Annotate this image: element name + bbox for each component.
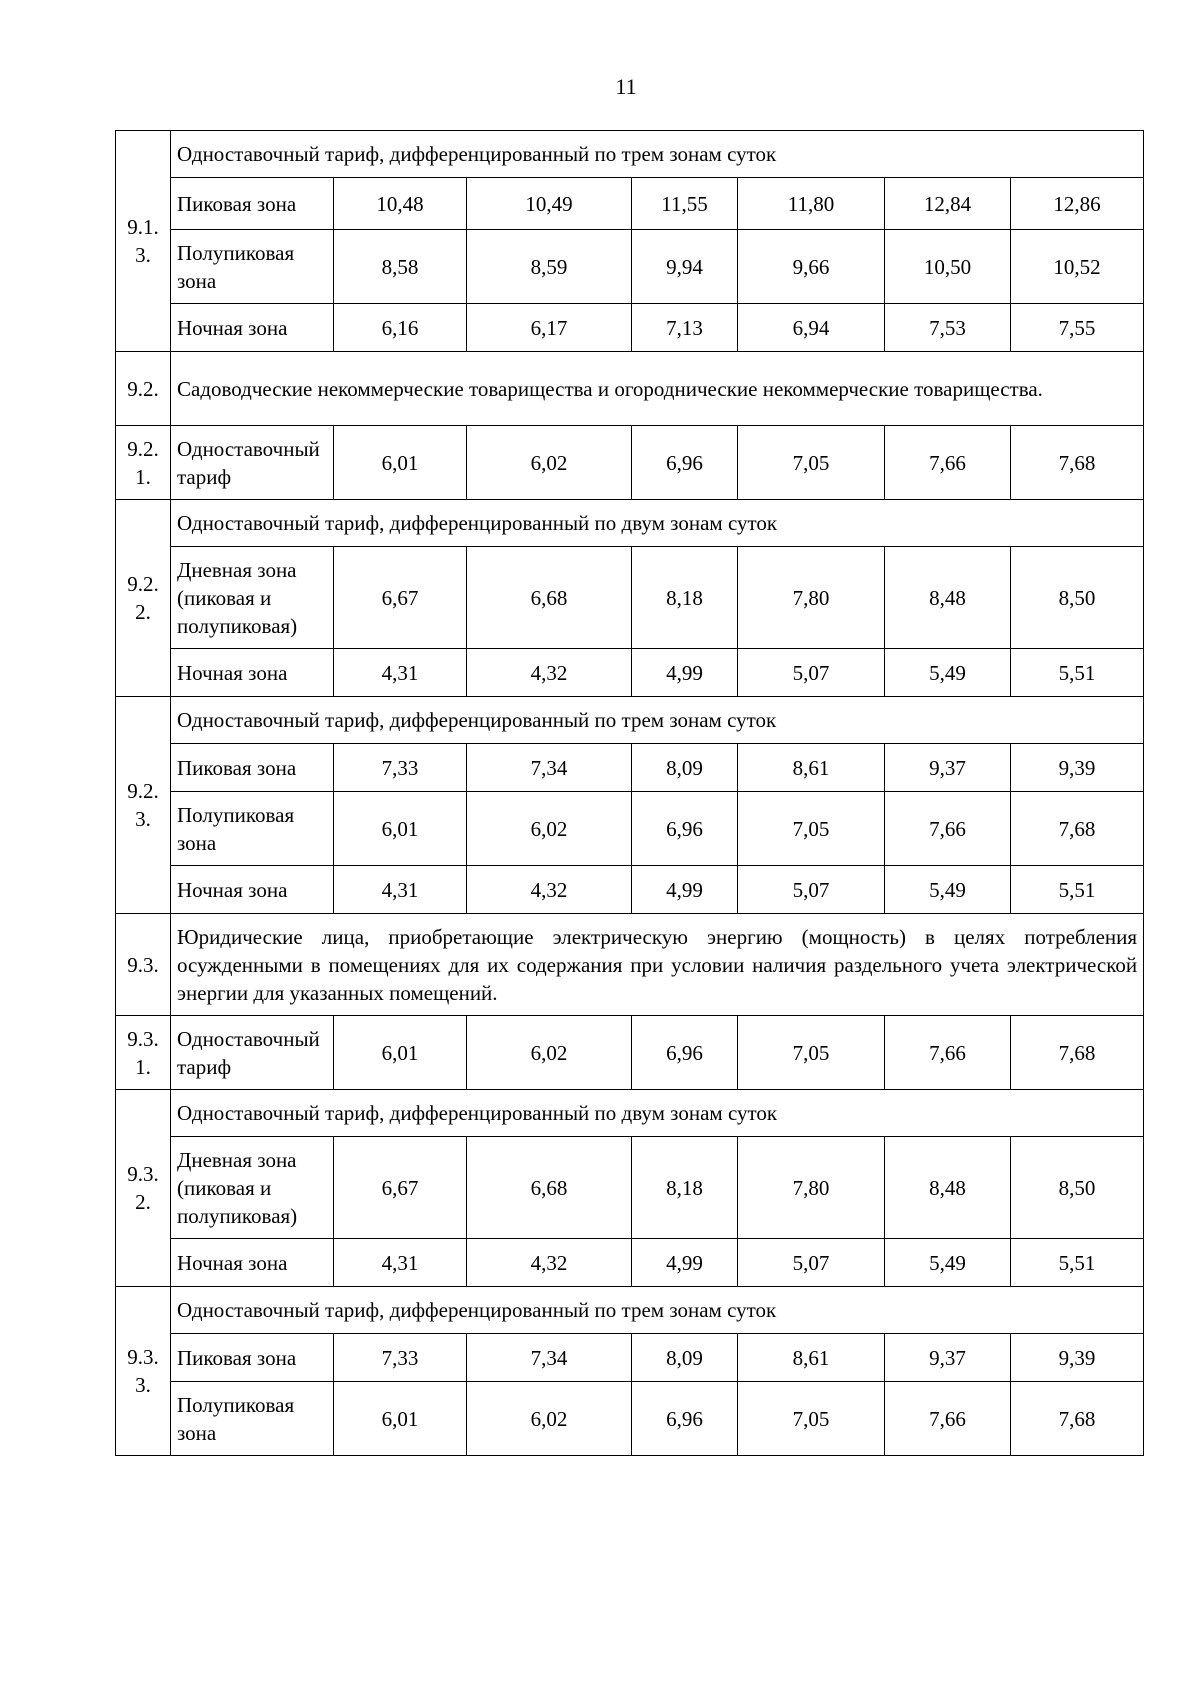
tariff-value: 7,66: [885, 426, 1011, 500]
tariff-value: 5,07: [738, 1239, 885, 1287]
tariff-value: 11,80: [738, 178, 885, 230]
item-number-cell: 9.2. 2.: [116, 500, 171, 697]
tariff-value: 6,01: [334, 426, 467, 500]
tariff-value: 4,99: [632, 866, 738, 914]
table-row: [116, 178, 1144, 230]
tariff-zone-label: Пиковая зона: [171, 1334, 334, 1382]
subsection-heading: Одноставочный тариф, дифференцированный по трем зонам суток: [171, 697, 1144, 744]
tariff-value: 8,18: [632, 1137, 738, 1239]
tariff-value: 7,68: [1011, 792, 1144, 866]
tariff-value: 8,61: [738, 1334, 885, 1382]
tariff-value: 12,86: [1011, 178, 1144, 230]
table-row: [116, 744, 1144, 792]
tariff-value: 8,61: [738, 744, 885, 792]
tariff-value: 7,66: [885, 1382, 1011, 1456]
tariff-value: 7,05: [738, 1016, 885, 1090]
table-row: [116, 131, 1144, 178]
tariff-value: 6,67: [334, 547, 467, 649]
tariff-value: 9,39: [1011, 744, 1144, 792]
tariff-value: 9,39: [1011, 1334, 1144, 1382]
tariff-value: 7,33: [334, 1334, 467, 1382]
tariff-value: 10,49: [467, 178, 632, 230]
tariff-value: 7,66: [885, 792, 1011, 866]
tariff-value: 6,02: [467, 792, 632, 866]
tariff-value: 5,49: [885, 1239, 1011, 1287]
table-row: [116, 792, 1144, 866]
table-row: [116, 1382, 1144, 1456]
table-row: [116, 649, 1144, 697]
tariff-value: 7,66: [885, 1016, 1011, 1090]
tariff-value: 6,68: [467, 1137, 632, 1239]
tariff-value: 5,49: [885, 649, 1011, 697]
tariff-table: [115, 130, 1144, 1456]
tariff-value: 5,51: [1011, 649, 1144, 697]
table-row: [116, 1137, 1144, 1239]
tariff-value: 6,96: [632, 426, 738, 500]
table-row: [116, 914, 1144, 1016]
tariff-value: 7,53: [885, 304, 1011, 352]
tariff-value: 10,52: [1011, 230, 1144, 304]
tariff-value: 8,18: [632, 547, 738, 649]
table-row: [116, 304, 1144, 352]
tariff-value: 4,31: [334, 866, 467, 914]
item-number-cell: 9.2.: [116, 352, 171, 426]
tariff-value: 7,55: [1011, 304, 1144, 352]
table-row: [116, 500, 1144, 547]
table-row: [116, 1334, 1144, 1382]
tariff-value: 4,31: [334, 649, 467, 697]
tariff-value: 6,94: [738, 304, 885, 352]
tariff-value: 5,51: [1011, 866, 1144, 914]
tariff-value: 4,99: [632, 1239, 738, 1287]
tariff-value: 10,48: [334, 178, 467, 230]
item-number-cell: 9.2. 1.: [116, 426, 171, 500]
table-row: [116, 866, 1144, 914]
tariff-value: 8,48: [885, 1137, 1011, 1239]
tariff-zone-label: Одноставочный тариф: [171, 1016, 334, 1090]
tariff-zone-label: Полупиковая зона: [171, 1382, 334, 1456]
tariff-value: 7,68: [1011, 1016, 1144, 1090]
tariff-value: 9,94: [632, 230, 738, 304]
tariff-zone-label: Ночная зона: [171, 1239, 334, 1287]
tariff-value: 4,31: [334, 1239, 467, 1287]
tariff-zone-label: Ночная зона: [171, 649, 334, 697]
tariff-value: 4,32: [467, 1239, 632, 1287]
subsection-heading: Одноставочный тариф, дифференцированный по двум зонам суток: [171, 500, 1144, 547]
tariff-value: 6,01: [334, 1016, 467, 1090]
tariff-value: 10,50: [885, 230, 1011, 304]
tariff-value: 6,96: [632, 792, 738, 866]
tariff-zone-label: Пиковая зона: [171, 744, 334, 792]
table-row: [116, 1090, 1144, 1137]
tariff-value: 7,68: [1011, 426, 1144, 500]
item-number-cell: 9.3. 1.: [116, 1016, 171, 1090]
tariff-zone-label: Полупиковая зона: [171, 792, 334, 866]
tariff-value: 8,50: [1011, 1137, 1144, 1239]
tariff-value: 9,66: [738, 230, 885, 304]
table-row: [116, 547, 1144, 649]
item-number-cell: 9.3. 2.: [116, 1090, 171, 1287]
tariff-value: 7,13: [632, 304, 738, 352]
tariff-value: 6,17: [467, 304, 632, 352]
tariff-value: 7,05: [738, 426, 885, 500]
item-number-cell: 9.3. 3.: [116, 1287, 171, 1456]
tariff-value: 8,09: [632, 744, 738, 792]
tariff-value: 8,58: [334, 230, 467, 304]
tariff-value: 7,34: [467, 1334, 632, 1382]
tariff-value: 6,96: [632, 1382, 738, 1456]
tariff-value: 4,32: [467, 649, 632, 697]
tariff-zone-label: Ночная зона: [171, 304, 334, 352]
tariff-value: 11,55: [632, 178, 738, 230]
tariff-value: 5,51: [1011, 1239, 1144, 1287]
subsection-heading: Одноставочный тариф, дифференцированный по трем зонам суток: [171, 1287, 1144, 1334]
table-row: [116, 697, 1144, 744]
tariff-value: 7,80: [738, 1137, 885, 1239]
tariff-value: 6,96: [632, 1016, 738, 1090]
tariff-value: 8,09: [632, 1334, 738, 1382]
item-number-cell: 9.2. 3.: [116, 697, 171, 914]
tariff-value: 9,37: [885, 1334, 1011, 1382]
table-row: [116, 230, 1144, 304]
tariff-zone-label: Полупиковая зона: [171, 230, 334, 304]
tariff-value: 6,01: [334, 792, 467, 866]
tariff-value: 12,84: [885, 178, 1011, 230]
tariff-value: 7,33: [334, 744, 467, 792]
item-number-cell: 9.1. 3.: [116, 131, 171, 352]
tariff-value: 9,37: [885, 744, 1011, 792]
page-number: 11: [615, 74, 637, 99]
tariff-zone-label: Пиковая зона: [171, 178, 334, 230]
tariff-value: 6,02: [467, 1016, 632, 1090]
tariff-value: 7,05: [738, 792, 885, 866]
tariff-value: 7,68: [1011, 1382, 1144, 1456]
tariff-value: 4,99: [632, 649, 738, 697]
tariff-value: 6,02: [467, 1382, 632, 1456]
tariff-zone-label: Ночная зона: [171, 866, 334, 914]
section-heading: Садоводческие некоммерческие товарищества и огороднические некоммерческие товарищества.: [171, 352, 1144, 426]
tariff-value: 8,59: [467, 230, 632, 304]
table-row: [116, 352, 1144, 426]
tariff-zone-label: Дневная зона (пиковая и полупиковая): [171, 1137, 334, 1239]
table-row: [116, 1016, 1144, 1090]
table-row: [116, 426, 1144, 500]
tariff-value: 7,34: [467, 744, 632, 792]
tariff-value: 7,80: [738, 547, 885, 649]
section-heading: Юридические лица, приобретающие электрическую энергию (мощность) в целях потребления осужденными в помещениях для их содержания при условии наличия раздельного учета электрической энергии для указанных помещений.: [171, 914, 1144, 1016]
tariff-value: 6,68: [467, 547, 632, 649]
tariff-value: 4,32: [467, 866, 632, 914]
tariff-value: 6,02: [467, 426, 632, 500]
tariff-value: 7,05: [738, 1382, 885, 1456]
tariff-value: 8,48: [885, 547, 1011, 649]
tariff-zone-label: Дневная зона (пиковая и полупиковая): [171, 547, 334, 649]
tariff-value: 6,01: [334, 1382, 467, 1456]
tariff-value: 5,49: [885, 866, 1011, 914]
item-number-cell: 9.3.: [116, 914, 171, 1016]
tariff-value: 5,07: [738, 866, 885, 914]
subsection-heading: Одноставочный тариф, дифференцированный по трем зонам суток: [171, 131, 1144, 178]
subsection-heading: Одноставочный тариф, дифференцированный по двум зонам суток: [171, 1090, 1144, 1137]
table-row: [116, 1239, 1144, 1287]
tariff-value: 6,16: [334, 304, 467, 352]
tariff-zone-label: Одноставочный тариф: [171, 426, 334, 500]
table-row: [116, 1287, 1144, 1334]
tariff-value: 8,50: [1011, 547, 1144, 649]
tariff-value: 5,07: [738, 649, 885, 697]
tariff-value: 6,67: [334, 1137, 467, 1239]
